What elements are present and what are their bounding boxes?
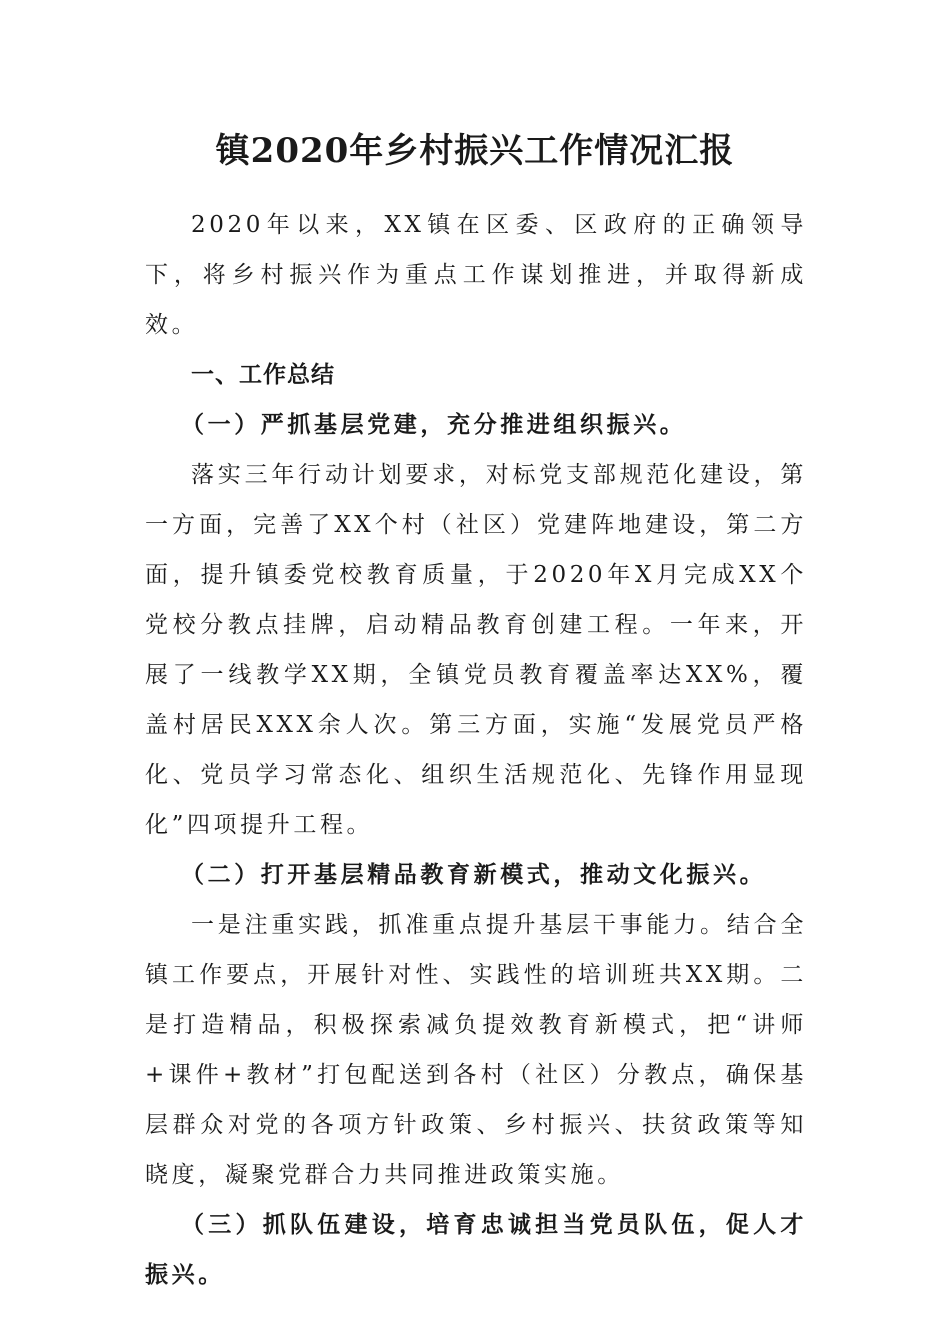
document-body <box>145 200 807 1300</box>
section-heading-work-summary: 一、工作总结 <box>191 362 335 388</box>
paragraph-organization: 落实三年行动计划要求，对标党支部规范化建设，第一方面，完善了XX个村（社区）党建阵地建设，第二方面，提升镇委党校教育质量，于2020年X月完成XX个党校分教点挂牌，启动精品教育创建工程。一年来，开展了一线教学XX期，全镇党员教育覆盖率达XX%，覆盖村居民XXX余人次。第三方面，实施“发展党员严格化、党员学习常态化、组织生活规范化、先锋作用显现化”四项提升工程。 <box>145 462 807 838</box>
paragraph-culture: 一是注重实践，抓准重点提升基层干事能力。结合全镇工作要点，开展针对性、实践性的培训班共XX期。二是打造精品，积极探索减负提效教育新模式，把“讲师+课件+教材”打包配送到各村（社区）分教点，确保基层群众对党的各项方针政策、乡村振兴、扶贫政策等知晓度，凝聚党群合力共同推进政策实施。 <box>145 912 807 1188</box>
subsection-heading-culture: （二）打开基层精品教育新模式，推动文化振兴。 <box>181 861 767 888</box>
subsection-heading-organization: （一）严抓基层党建，充分推进组织振兴。 <box>181 411 687 438</box>
intro-paragraph: 2020年以来，XX镇在区委、区政府的正确领导下，将乡村振兴作为重点工作谋划推进，并取得新成效。 <box>145 212 807 338</box>
subsection-heading-talent: （三）抓队伍建设，培育忠诚担当党员队伍，促人才振兴。 <box>145 1211 807 1288</box>
document-title: 镇2020年乡村振兴工作情况汇报 <box>215 131 735 171</box>
